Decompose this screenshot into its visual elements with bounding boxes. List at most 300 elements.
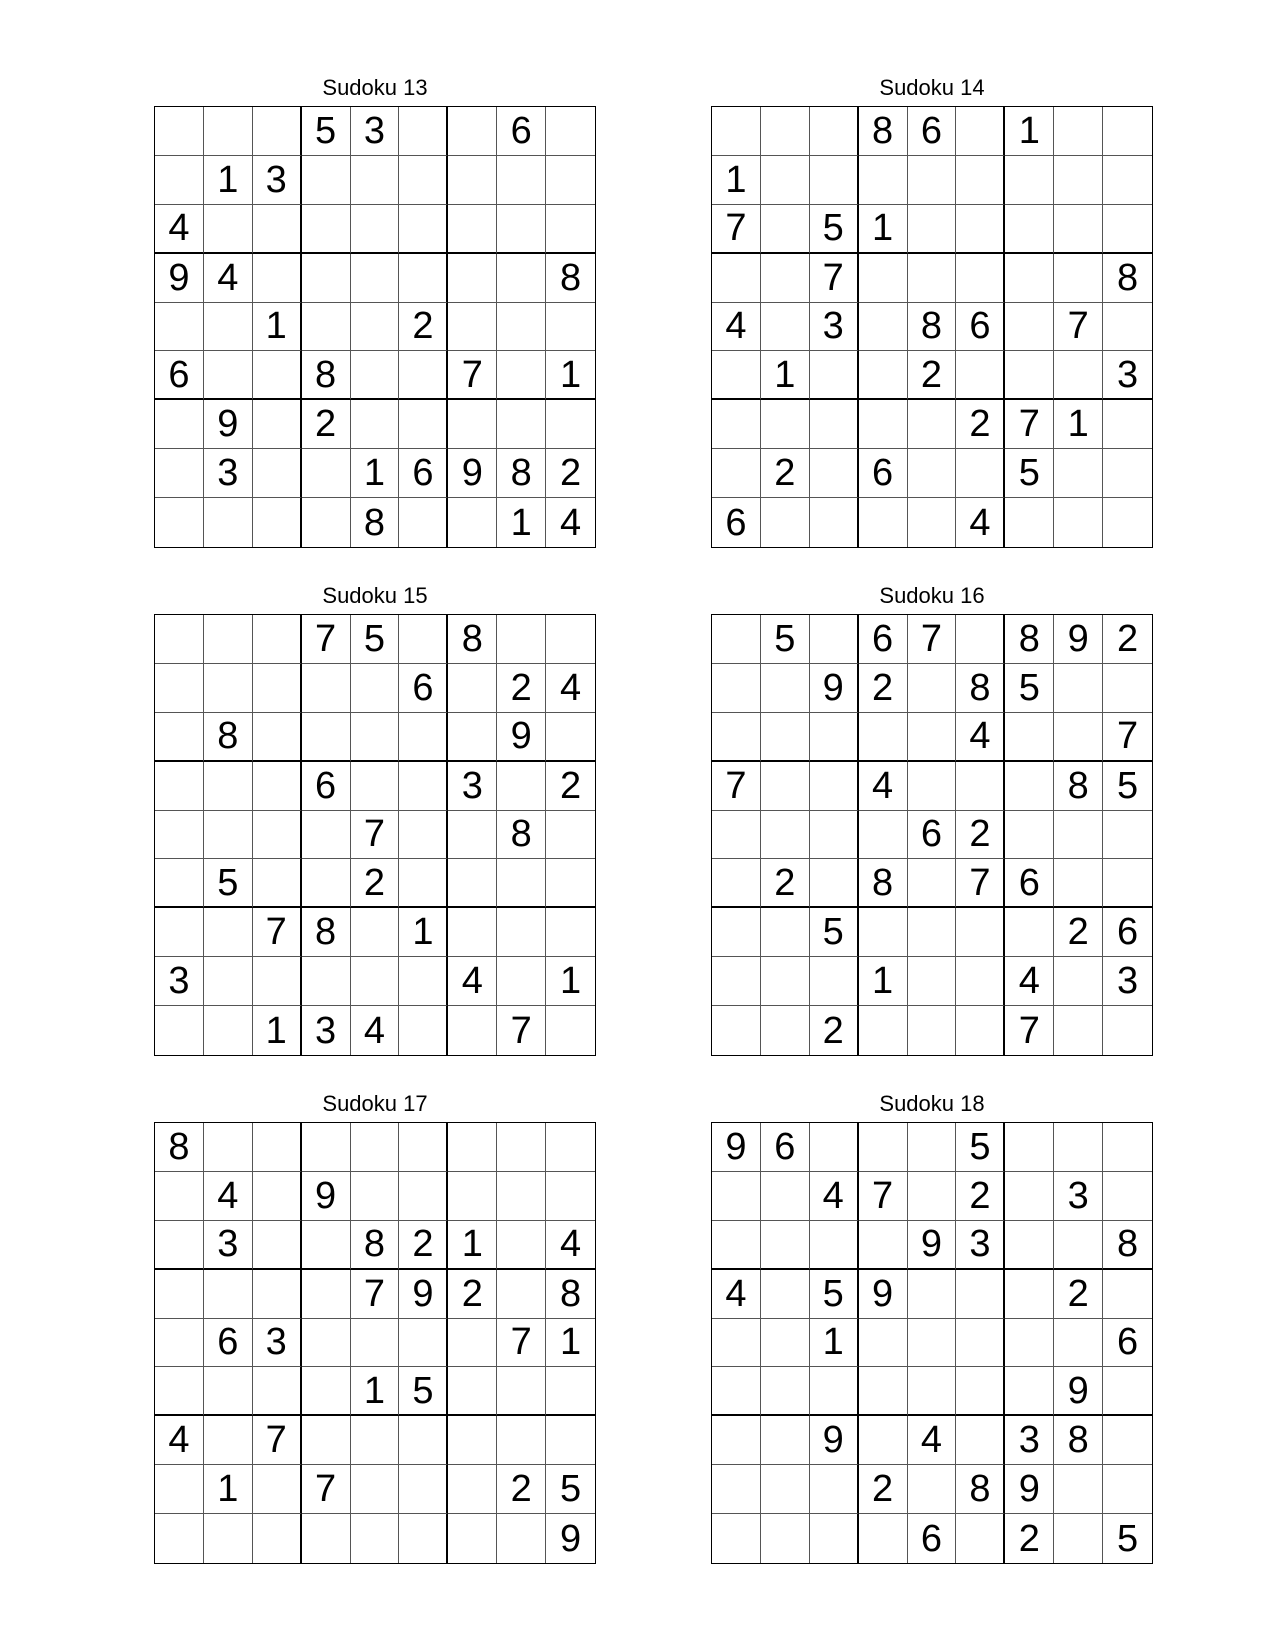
empty-cell[interactable] xyxy=(399,1465,448,1514)
empty-cell[interactable] xyxy=(351,957,400,1006)
empty-cell[interactable] xyxy=(1005,1221,1054,1270)
empty-cell[interactable] xyxy=(1005,351,1054,400)
empty-cell[interactable] xyxy=(761,908,810,957)
empty-cell[interactable] xyxy=(810,1367,859,1416)
empty-cell[interactable] xyxy=(761,254,810,303)
empty-cell[interactable] xyxy=(761,713,810,762)
empty-cell[interactable] xyxy=(1103,303,1152,352)
empty-cell[interactable] xyxy=(1005,1270,1054,1319)
empty-cell[interactable] xyxy=(956,1514,1005,1563)
empty-cell[interactable] xyxy=(497,1172,546,1221)
empty-cell[interactable] xyxy=(859,1416,908,1465)
empty-cell[interactable] xyxy=(1103,1270,1152,1319)
empty-cell[interactable] xyxy=(155,498,204,547)
empty-cell[interactable] xyxy=(497,254,546,303)
empty-cell[interactable] xyxy=(497,859,546,908)
empty-cell[interactable] xyxy=(448,400,497,449)
empty-cell[interactable] xyxy=(399,498,448,547)
empty-cell[interactable] xyxy=(908,1319,957,1368)
empty-cell[interactable] xyxy=(712,811,761,860)
empty-cell[interactable] xyxy=(448,156,497,205)
empty-cell[interactable] xyxy=(448,303,497,352)
empty-cell[interactable] xyxy=(253,254,302,303)
empty-cell[interactable] xyxy=(204,1367,253,1416)
empty-cell[interactable] xyxy=(761,957,810,1006)
empty-cell[interactable] xyxy=(859,400,908,449)
empty-cell[interactable] xyxy=(908,859,957,908)
empty-cell[interactable] xyxy=(859,1123,908,1172)
empty-cell[interactable] xyxy=(302,498,351,547)
empty-cell[interactable] xyxy=(1103,107,1152,156)
empty-cell[interactable] xyxy=(399,713,448,762)
empty-cell[interactable] xyxy=(908,1123,957,1172)
empty-cell[interactable] xyxy=(956,205,1005,254)
empty-cell[interactable] xyxy=(712,615,761,664)
empty-cell[interactable] xyxy=(351,351,400,400)
empty-cell[interactable] xyxy=(253,1270,302,1319)
empty-cell[interactable] xyxy=(712,449,761,498)
empty-cell[interactable] xyxy=(1103,498,1152,547)
empty-cell[interactable] xyxy=(204,811,253,860)
empty-cell[interactable] xyxy=(253,957,302,1006)
empty-cell[interactable] xyxy=(1054,713,1103,762)
empty-cell[interactable] xyxy=(302,254,351,303)
empty-cell[interactable] xyxy=(253,205,302,254)
empty-cell[interactable] xyxy=(712,859,761,908)
empty-cell[interactable] xyxy=(810,811,859,860)
empty-cell[interactable] xyxy=(908,957,957,1006)
empty-cell[interactable] xyxy=(859,811,908,860)
empty-cell[interactable] xyxy=(253,1465,302,1514)
empty-cell[interactable] xyxy=(155,811,204,860)
empty-cell[interactable] xyxy=(1005,811,1054,860)
empty-cell[interactable] xyxy=(908,713,957,762)
empty-cell[interactable] xyxy=(204,1514,253,1563)
empty-cell[interactable] xyxy=(302,1514,351,1563)
empty-cell[interactable] xyxy=(204,908,253,957)
empty-cell[interactable] xyxy=(908,498,957,547)
empty-cell[interactable] xyxy=(204,107,253,156)
empty-cell[interactable] xyxy=(497,1416,546,1465)
empty-cell[interactable] xyxy=(712,957,761,1006)
empty-cell[interactable] xyxy=(155,859,204,908)
empty-cell[interactable] xyxy=(859,908,908,957)
empty-cell[interactable] xyxy=(448,107,497,156)
empty-cell[interactable] xyxy=(810,449,859,498)
empty-cell[interactable] xyxy=(712,351,761,400)
empty-cell[interactable] xyxy=(351,762,400,811)
empty-cell[interactable] xyxy=(448,664,497,713)
empty-cell[interactable] xyxy=(1005,1123,1054,1172)
empty-cell[interactable] xyxy=(204,1123,253,1172)
empty-cell[interactable] xyxy=(204,957,253,1006)
empty-cell[interactable] xyxy=(546,205,595,254)
empty-cell[interactable] xyxy=(1103,811,1152,860)
empty-cell[interactable] xyxy=(351,205,400,254)
empty-cell[interactable] xyxy=(351,1465,400,1514)
empty-cell[interactable] xyxy=(497,762,546,811)
empty-cell[interactable] xyxy=(204,664,253,713)
empty-cell[interactable] xyxy=(253,351,302,400)
empty-cell[interactable] xyxy=(1054,1465,1103,1514)
empty-cell[interactable] xyxy=(155,1221,204,1270)
empty-cell[interactable] xyxy=(859,254,908,303)
empty-cell[interactable] xyxy=(761,811,810,860)
empty-cell[interactable] xyxy=(399,859,448,908)
empty-cell[interactable] xyxy=(908,1465,957,1514)
empty-cell[interactable] xyxy=(956,1006,1005,1055)
empty-cell[interactable] xyxy=(859,498,908,547)
empty-cell[interactable] xyxy=(1054,107,1103,156)
empty-cell[interactable] xyxy=(253,498,302,547)
empty-cell[interactable] xyxy=(1005,713,1054,762)
empty-cell[interactable] xyxy=(399,1416,448,1465)
empty-cell[interactable] xyxy=(1054,664,1103,713)
empty-cell[interactable] xyxy=(448,498,497,547)
empty-cell[interactable] xyxy=(761,1319,810,1368)
empty-cell[interactable] xyxy=(351,908,400,957)
empty-cell[interactable] xyxy=(761,107,810,156)
empty-cell[interactable] xyxy=(448,1367,497,1416)
empty-cell[interactable] xyxy=(761,156,810,205)
empty-cell[interactable] xyxy=(712,254,761,303)
empty-cell[interactable] xyxy=(546,1172,595,1221)
empty-cell[interactable] xyxy=(1103,1465,1152,1514)
empty-cell[interactable] xyxy=(204,351,253,400)
empty-cell[interactable] xyxy=(956,908,1005,957)
empty-cell[interactable] xyxy=(908,205,957,254)
empty-cell[interactable] xyxy=(908,762,957,811)
empty-cell[interactable] xyxy=(253,1172,302,1221)
empty-cell[interactable] xyxy=(351,400,400,449)
empty-cell[interactable] xyxy=(546,1006,595,1055)
empty-cell[interactable] xyxy=(712,1416,761,1465)
empty-cell[interactable] xyxy=(155,400,204,449)
empty-cell[interactable] xyxy=(761,400,810,449)
empty-cell[interactable] xyxy=(1054,1319,1103,1368)
empty-cell[interactable] xyxy=(253,713,302,762)
empty-cell[interactable] xyxy=(448,1416,497,1465)
empty-cell[interactable] xyxy=(204,762,253,811)
empty-cell[interactable] xyxy=(546,811,595,860)
empty-cell[interactable] xyxy=(956,957,1005,1006)
empty-cell[interactable] xyxy=(1054,859,1103,908)
empty-cell[interactable] xyxy=(761,1006,810,1055)
empty-cell[interactable] xyxy=(546,400,595,449)
empty-cell[interactable] xyxy=(155,1514,204,1563)
empty-cell[interactable] xyxy=(253,107,302,156)
empty-cell[interactable] xyxy=(302,156,351,205)
empty-cell[interactable] xyxy=(908,1367,957,1416)
empty-cell[interactable] xyxy=(761,303,810,352)
empty-cell[interactable] xyxy=(712,713,761,762)
empty-cell[interactable] xyxy=(908,156,957,205)
empty-cell[interactable] xyxy=(1103,449,1152,498)
empty-cell[interactable] xyxy=(1005,1172,1054,1221)
empty-cell[interactable] xyxy=(1054,254,1103,303)
empty-cell[interactable] xyxy=(810,1514,859,1563)
empty-cell[interactable] xyxy=(351,254,400,303)
empty-cell[interactable] xyxy=(712,664,761,713)
empty-cell[interactable] xyxy=(761,498,810,547)
empty-cell[interactable] xyxy=(351,1123,400,1172)
empty-cell[interactable] xyxy=(859,351,908,400)
empty-cell[interactable] xyxy=(399,762,448,811)
empty-cell[interactable] xyxy=(448,908,497,957)
empty-cell[interactable] xyxy=(810,615,859,664)
empty-cell[interactable] xyxy=(1054,1221,1103,1270)
empty-cell[interactable] xyxy=(761,1172,810,1221)
empty-cell[interactable] xyxy=(956,762,1005,811)
empty-cell[interactable] xyxy=(859,1514,908,1563)
empty-cell[interactable] xyxy=(497,400,546,449)
empty-cell[interactable] xyxy=(497,1270,546,1319)
empty-cell[interactable] xyxy=(908,400,957,449)
empty-cell[interactable] xyxy=(399,1172,448,1221)
empty-cell[interactable] xyxy=(351,156,400,205)
empty-cell[interactable] xyxy=(204,1416,253,1465)
empty-cell[interactable] xyxy=(1103,1416,1152,1465)
empty-cell[interactable] xyxy=(351,713,400,762)
empty-cell[interactable] xyxy=(448,1465,497,1514)
empty-cell[interactable] xyxy=(399,957,448,1006)
empty-cell[interactable] xyxy=(908,449,957,498)
empty-cell[interactable] xyxy=(155,1367,204,1416)
empty-cell[interactable] xyxy=(712,1465,761,1514)
empty-cell[interactable] xyxy=(712,908,761,957)
empty-cell[interactable] xyxy=(1054,1123,1103,1172)
empty-cell[interactable] xyxy=(761,1367,810,1416)
empty-cell[interactable] xyxy=(399,400,448,449)
empty-cell[interactable] xyxy=(399,1319,448,1368)
empty-cell[interactable] xyxy=(546,107,595,156)
empty-cell[interactable] xyxy=(546,908,595,957)
empty-cell[interactable] xyxy=(761,762,810,811)
empty-cell[interactable] xyxy=(956,1270,1005,1319)
empty-cell[interactable] xyxy=(448,1006,497,1055)
empty-cell[interactable] xyxy=(155,449,204,498)
empty-cell[interactable] xyxy=(810,762,859,811)
empty-cell[interactable] xyxy=(448,811,497,860)
empty-cell[interactable] xyxy=(448,713,497,762)
empty-cell[interactable] xyxy=(204,615,253,664)
empty-cell[interactable] xyxy=(810,1123,859,1172)
empty-cell[interactable] xyxy=(204,1270,253,1319)
empty-cell[interactable] xyxy=(1103,664,1152,713)
empty-cell[interactable] xyxy=(1054,205,1103,254)
empty-cell[interactable] xyxy=(497,303,546,352)
empty-cell[interactable] xyxy=(908,908,957,957)
empty-cell[interactable] xyxy=(956,615,1005,664)
empty-cell[interactable] xyxy=(546,156,595,205)
empty-cell[interactable] xyxy=(761,1270,810,1319)
empty-cell[interactable] xyxy=(810,957,859,1006)
empty-cell[interactable] xyxy=(155,908,204,957)
empty-cell[interactable] xyxy=(810,1465,859,1514)
empty-cell[interactable] xyxy=(810,713,859,762)
empty-cell[interactable] xyxy=(761,1465,810,1514)
empty-cell[interactable] xyxy=(1054,351,1103,400)
empty-cell[interactable] xyxy=(204,303,253,352)
empty-cell[interactable] xyxy=(1054,156,1103,205)
empty-cell[interactable] xyxy=(859,1367,908,1416)
empty-cell[interactable] xyxy=(956,156,1005,205)
empty-cell[interactable] xyxy=(1005,156,1054,205)
empty-cell[interactable] xyxy=(810,859,859,908)
empty-cell[interactable] xyxy=(302,859,351,908)
empty-cell[interactable] xyxy=(155,713,204,762)
empty-cell[interactable] xyxy=(497,1367,546,1416)
empty-cell[interactable] xyxy=(351,1416,400,1465)
empty-cell[interactable] xyxy=(204,1006,253,1055)
empty-cell[interactable] xyxy=(448,1319,497,1368)
empty-cell[interactable] xyxy=(1103,1123,1152,1172)
empty-cell[interactable] xyxy=(351,303,400,352)
empty-cell[interactable] xyxy=(546,303,595,352)
empty-cell[interactable] xyxy=(761,1514,810,1563)
empty-cell[interactable] xyxy=(1054,1006,1103,1055)
empty-cell[interactable] xyxy=(399,205,448,254)
empty-cell[interactable] xyxy=(956,1416,1005,1465)
empty-cell[interactable] xyxy=(1005,303,1054,352)
empty-cell[interactable] xyxy=(448,1172,497,1221)
empty-cell[interactable] xyxy=(155,303,204,352)
empty-cell[interactable] xyxy=(908,1006,957,1055)
empty-cell[interactable] xyxy=(546,1123,595,1172)
empty-cell[interactable] xyxy=(761,1416,810,1465)
empty-cell[interactable] xyxy=(253,1367,302,1416)
empty-cell[interactable] xyxy=(1103,1006,1152,1055)
empty-cell[interactable] xyxy=(302,449,351,498)
empty-cell[interactable] xyxy=(497,957,546,1006)
empty-cell[interactable] xyxy=(712,400,761,449)
empty-cell[interactable] xyxy=(155,1172,204,1221)
empty-cell[interactable] xyxy=(761,664,810,713)
empty-cell[interactable] xyxy=(546,1367,595,1416)
empty-cell[interactable] xyxy=(253,664,302,713)
empty-cell[interactable] xyxy=(497,156,546,205)
empty-cell[interactable] xyxy=(1054,811,1103,860)
empty-cell[interactable] xyxy=(253,449,302,498)
empty-cell[interactable] xyxy=(448,1123,497,1172)
empty-cell[interactable] xyxy=(253,400,302,449)
empty-cell[interactable] xyxy=(859,1319,908,1368)
empty-cell[interactable] xyxy=(155,615,204,664)
empty-cell[interactable] xyxy=(1054,498,1103,547)
empty-cell[interactable] xyxy=(1103,156,1152,205)
empty-cell[interactable] xyxy=(1005,1319,1054,1368)
empty-cell[interactable] xyxy=(399,156,448,205)
empty-cell[interactable] xyxy=(1054,957,1103,1006)
empty-cell[interactable] xyxy=(712,1319,761,1368)
empty-cell[interactable] xyxy=(302,713,351,762)
empty-cell[interactable] xyxy=(155,107,204,156)
empty-cell[interactable] xyxy=(908,254,957,303)
empty-cell[interactable] xyxy=(302,664,351,713)
empty-cell[interactable] xyxy=(1005,908,1054,957)
empty-cell[interactable] xyxy=(1103,1367,1152,1416)
empty-cell[interactable] xyxy=(253,615,302,664)
empty-cell[interactable] xyxy=(399,1006,448,1055)
empty-cell[interactable] xyxy=(253,811,302,860)
empty-cell[interactable] xyxy=(497,1221,546,1270)
empty-cell[interactable] xyxy=(1005,205,1054,254)
empty-cell[interactable] xyxy=(399,1514,448,1563)
empty-cell[interactable] xyxy=(302,811,351,860)
empty-cell[interactable] xyxy=(546,615,595,664)
empty-cell[interactable] xyxy=(204,498,253,547)
empty-cell[interactable] xyxy=(204,205,253,254)
empty-cell[interactable] xyxy=(302,1319,351,1368)
empty-cell[interactable] xyxy=(859,156,908,205)
empty-cell[interactable] xyxy=(497,908,546,957)
empty-cell[interactable] xyxy=(810,498,859,547)
empty-cell[interactable] xyxy=(497,615,546,664)
empty-cell[interactable] xyxy=(302,1270,351,1319)
empty-cell[interactable] xyxy=(351,1514,400,1563)
empty-cell[interactable] xyxy=(253,859,302,908)
empty-cell[interactable] xyxy=(859,303,908,352)
empty-cell[interactable] xyxy=(712,1514,761,1563)
empty-cell[interactable] xyxy=(956,1367,1005,1416)
empty-cell[interactable] xyxy=(1103,859,1152,908)
empty-cell[interactable] xyxy=(908,664,957,713)
empty-cell[interactable] xyxy=(497,205,546,254)
empty-cell[interactable] xyxy=(1103,205,1152,254)
empty-cell[interactable] xyxy=(302,303,351,352)
empty-cell[interactable] xyxy=(712,1006,761,1055)
empty-cell[interactable] xyxy=(351,664,400,713)
empty-cell[interactable] xyxy=(956,1319,1005,1368)
empty-cell[interactable] xyxy=(253,1221,302,1270)
empty-cell[interactable] xyxy=(155,664,204,713)
empty-cell[interactable] xyxy=(448,254,497,303)
empty-cell[interactable] xyxy=(155,1319,204,1368)
empty-cell[interactable] xyxy=(859,713,908,762)
empty-cell[interactable] xyxy=(302,1221,351,1270)
empty-cell[interactable] xyxy=(302,1123,351,1172)
empty-cell[interactable] xyxy=(810,156,859,205)
empty-cell[interactable] xyxy=(1054,449,1103,498)
empty-cell[interactable] xyxy=(155,762,204,811)
empty-cell[interactable] xyxy=(155,156,204,205)
empty-cell[interactable] xyxy=(761,1221,810,1270)
empty-cell[interactable] xyxy=(908,1270,957,1319)
empty-cell[interactable] xyxy=(1103,400,1152,449)
empty-cell[interactable] xyxy=(302,205,351,254)
empty-cell[interactable] xyxy=(448,205,497,254)
empty-cell[interactable] xyxy=(712,1367,761,1416)
empty-cell[interactable] xyxy=(712,1221,761,1270)
empty-cell[interactable] xyxy=(908,1172,957,1221)
empty-cell[interactable] xyxy=(351,1172,400,1221)
empty-cell[interactable] xyxy=(1005,254,1054,303)
empty-cell[interactable] xyxy=(1005,498,1054,547)
empty-cell[interactable] xyxy=(497,1123,546,1172)
empty-cell[interactable] xyxy=(956,107,1005,156)
empty-cell[interactable] xyxy=(302,1416,351,1465)
empty-cell[interactable] xyxy=(302,957,351,1006)
empty-cell[interactable] xyxy=(546,859,595,908)
empty-cell[interactable] xyxy=(810,107,859,156)
empty-cell[interactable] xyxy=(253,762,302,811)
empty-cell[interactable] xyxy=(546,713,595,762)
empty-cell[interactable] xyxy=(956,351,1005,400)
empty-cell[interactable] xyxy=(712,107,761,156)
empty-cell[interactable] xyxy=(155,1006,204,1055)
empty-cell[interactable] xyxy=(399,615,448,664)
empty-cell[interactable] xyxy=(253,1123,302,1172)
